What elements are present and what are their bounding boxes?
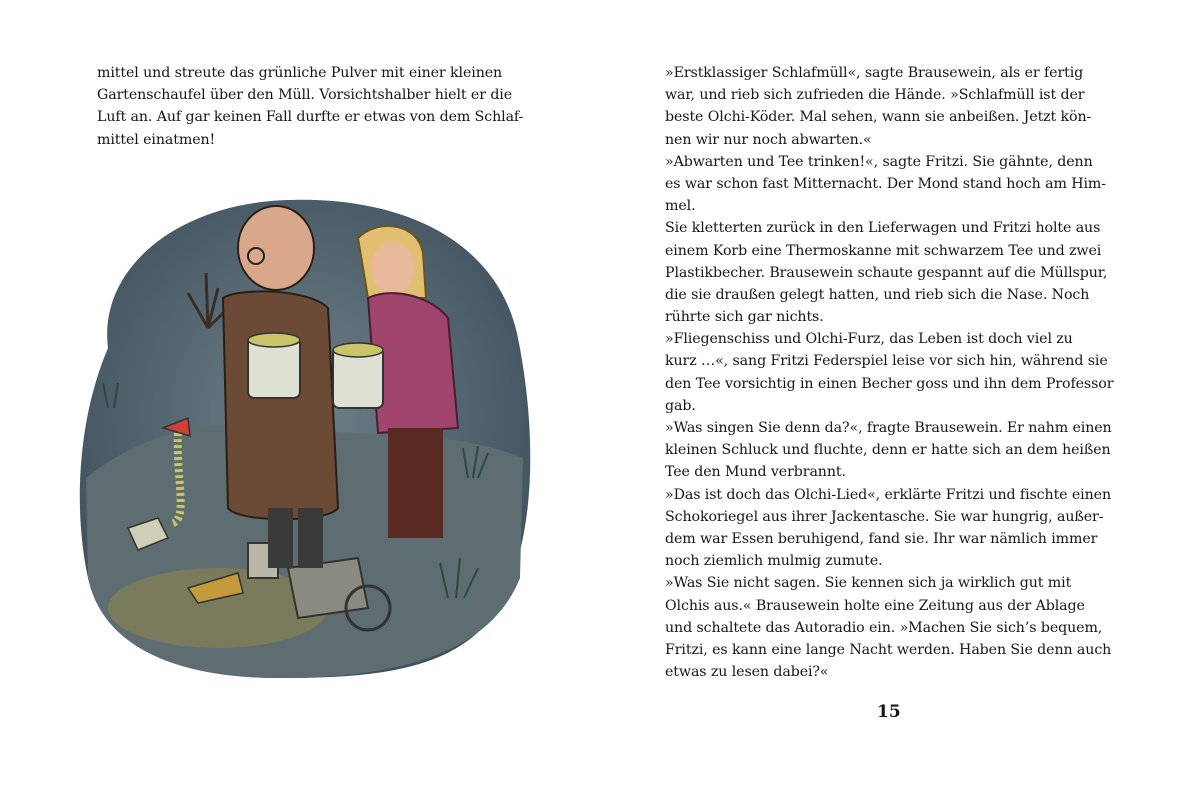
text-line: nen wir nur noch abwarten.« xyxy=(665,131,872,148)
text-line: Plastikbecher. Brausewein schaute gespannt auf die Müllspur, xyxy=(665,264,1108,281)
text-line: war, und rieb sich zufrieden die Hände. »Schlafmüll ist der xyxy=(665,87,1085,104)
text-line: gab. xyxy=(665,397,696,414)
text-line: noch ziemlich mulmig zumute. xyxy=(665,553,883,570)
text-line: mittel einatmen! xyxy=(97,131,216,148)
text-line: und schaltete das Autoradio ein. »Machen Sie sich’s bequem, xyxy=(665,619,1103,636)
text-line: »Fliegenschiss und Olchi-Furz, das Leben ist doch viel zu xyxy=(665,331,1073,348)
text-line: einem Korb eine Thermoskanne mit schwarzem Tee und zwei xyxy=(665,242,1102,259)
text-line: Schokoriegel aus ihrer Jackentasche. Sie war hungrig, außer- xyxy=(665,508,1104,525)
text-line: »Was singen Sie denn da?«, fragte Brausewein. Er nahm einen xyxy=(665,420,1112,436)
text-line: Sie kletterten zurück in den Lieferwagen und Fritzi holte aus xyxy=(665,220,1101,237)
text-line: »Was Sie nicht sagen. Sie kennen sich ja wirklich gut mit xyxy=(665,575,1072,592)
text-line: »Abwarten und Tee trinken!«, sagte Fritzi. Sie gähnte, denn xyxy=(665,153,1093,170)
text-line: beste Olchi-Köder. Mal sehen, wann sie anbeißen. Jetzt kön- xyxy=(665,109,1092,126)
text-line: mittel und streute das grünliche Pulver mit einer kleinen xyxy=(97,65,503,81)
text-line: es war schon fast Mitternacht. Der Mond stand hoch am Him- xyxy=(665,175,1106,192)
text-line: kurz …«, sang Fritzi Federspiel leise vor sich hin, während sie xyxy=(665,353,1108,370)
text-line: den Tee vorsichtig in einen Becher goss und ihn dem Professor xyxy=(665,375,1114,392)
text-line: dem war Essen beruhigend, fand sie. Ihr war nämlich immer xyxy=(665,530,1098,547)
text-line: Gartenschaufel über den Müll. Vorsichtshalber hielt er die xyxy=(97,87,513,104)
illustration-icon xyxy=(68,178,538,683)
text-line: die sie draußen gelegt hatten, und rieb sich die Nase. Noch xyxy=(665,286,1090,303)
text-line: »Erstklassiger Schlafmüll«, sagte Brausewein, als er fertig xyxy=(665,65,1084,81)
text-line: rührte sich gar nichts. xyxy=(665,309,824,326)
text-line: »Das ist doch das Olchi-Lied«, erklärte Fritzi und fischte einen xyxy=(665,486,1111,503)
right-page xyxy=(600,0,1200,797)
right-page-text xyxy=(665,62,1113,683)
left-page-text xyxy=(97,62,523,151)
text-line: etwas zu lesen dabei?« xyxy=(665,664,829,681)
text-line: mel. xyxy=(665,198,696,215)
text-line: kleinen Schluck und fluchte, denn er hatte sich an dem heißen xyxy=(665,442,1111,459)
text-line: Olchis aus.« Brausewein holte eine Zeitung aus der Ablage xyxy=(665,597,1085,614)
text-line: Fritzi, es kann eine lange Nacht werden. Haben Sie denn auch xyxy=(665,641,1112,658)
text-line: Luft an. Auf gar keinen Fall durfte er etwas von dem Schlaf- xyxy=(97,109,524,126)
page-number: 15 xyxy=(877,702,901,722)
text-line: Tee den Mund verbrannt. xyxy=(665,464,846,481)
